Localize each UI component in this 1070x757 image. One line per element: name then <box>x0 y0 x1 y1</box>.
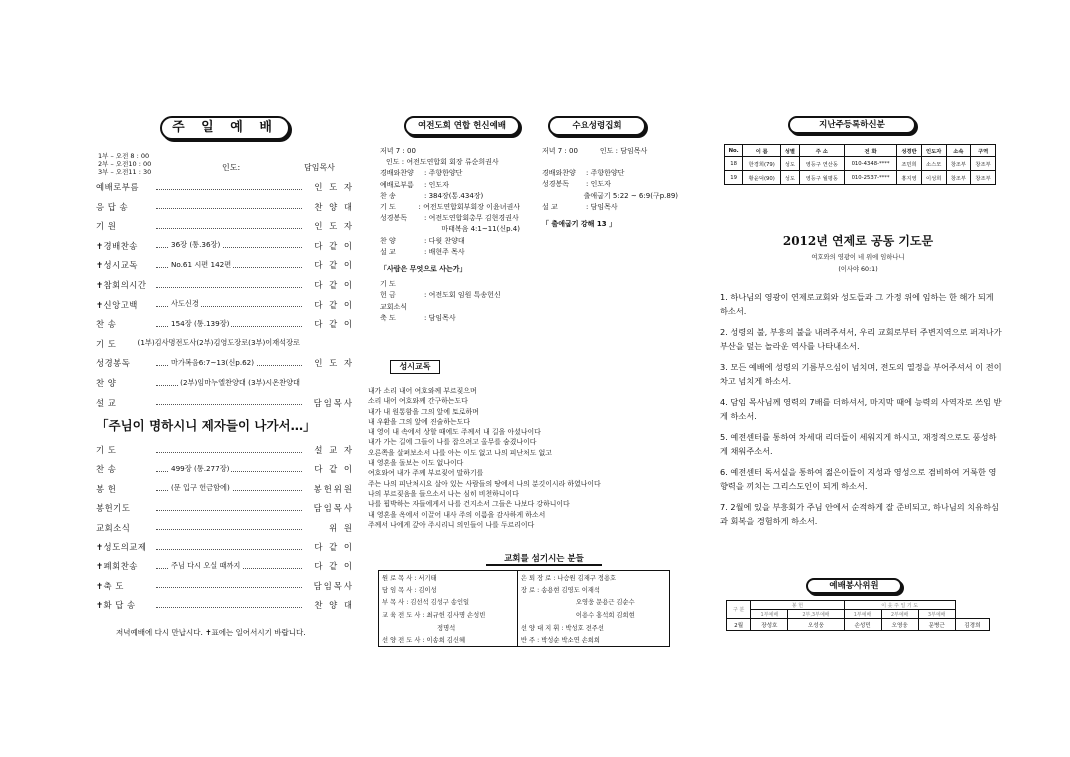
duty-subheader-cell: 1부예배 <box>751 610 788 619</box>
duty-cell: 오영웅 <box>881 619 918 631</box>
order-detail: 주님 다시 오실 때까지 <box>171 560 241 570</box>
duty-cell: 김경희 <box>955 619 989 631</box>
order-leader: 다 같 이 <box>314 464 354 475</box>
service-order-value: : 여전도연합회부회장 이윤녀권사 <box>418 203 520 212</box>
duty-cell: 손성민 <box>844 619 881 631</box>
order-leader-dots <box>156 603 302 608</box>
order-leader: 인 도 자 <box>314 221 354 232</box>
news-cell: 황윤덕(90) <box>743 171 781 185</box>
order-leader-dots <box>156 224 302 229</box>
service-order-value: 마태복음 4:1~11(신p.4) <box>441 225 520 234</box>
servants-row <box>379 596 670 609</box>
order-label: ✝화 답 송 <box>96 600 136 611</box>
duty-cell: 문병근 <box>918 619 955 631</box>
order-leader: 다 같 이 <box>314 561 354 572</box>
service-order-row <box>380 168 520 179</box>
order-detail: (2부)임마누엘찬양대 (3부)시온찬양대 <box>180 377 300 387</box>
order-row <box>96 482 354 496</box>
thu-sermon-title: 「 출애굽기 강해 13 」 <box>542 220 617 229</box>
order-row <box>96 598 354 612</box>
service-order-label: 기 도 <box>380 280 396 289</box>
service-order-label: 헌 금 <box>380 291 396 300</box>
order-label: 봉헌기도 <box>96 503 131 514</box>
news-prayer-section <box>718 0 1002 757</box>
presider-value: 담임목사 <box>304 163 335 172</box>
order-leader-dots <box>156 259 302 269</box>
prayer-item: 3. 모든 예배에 성령의 기름부으심이 넘치며, 전도의 열정을 부어주셔서 이 전이 차고 넘치게 하소서. <box>720 362 1002 386</box>
order-row <box>96 396 354 410</box>
service-order-label: 설 교 <box>380 247 396 256</box>
servants-cell: 교 육 전 도 사 : 최규헌 김사명 손성빈 <box>382 612 486 620</box>
news-header-cell: 성경반 <box>897 145 922 157</box>
prayer-item: 7. 2월에 있을 부흥회가 주님 안에서 순적하게 잘 준비되고, 하나님의 치유하심과 회복을 경험하게 하소서. <box>720 502 999 526</box>
sermon-title: 「주님이 명하시니 제자들이 나가서…」 <box>96 418 316 433</box>
meditation-line: 오른쪽을 살펴보소서 나를 아는 이도 없고 나의 피난처도 없고 <box>368 448 552 457</box>
order-leader: 담임목사 <box>313 397 354 408</box>
order-label: 찬 송 <box>96 319 117 330</box>
prayer-item: 2. 성령의 불, 부흥의 불을 내려주셔서, 우리 교회로부터 주변지역으로 퍼져나가 부산을 덮는 놀라운 역사를 나타내소서. <box>720 327 1002 351</box>
thu-service-title-text: 수요성령집회 <box>572 121 622 131</box>
service-order-label: 기 도 <box>380 203 396 212</box>
prayer-reference: (이사야 60:1) <box>838 266 878 273</box>
order-row <box>96 540 354 554</box>
service-order-row <box>542 168 678 179</box>
news-cell: 영등구 월평동 <box>799 171 844 185</box>
order-row <box>96 200 354 214</box>
thu-service-title <box>548 116 646 136</box>
time-3: 3부 – 오전11 : 30 <box>98 168 152 176</box>
order-leader-dots <box>156 185 302 190</box>
order-label: 찬 양 <box>96 378 117 388</box>
order-row <box>96 278 354 292</box>
order-row <box>96 579 354 593</box>
order-leader: 인 도 자 <box>314 358 354 369</box>
order-row <box>96 443 354 457</box>
servants-cell: 오영웅 문용근 김순수 <box>517 596 669 609</box>
service-order-row <box>380 313 520 324</box>
order-label: ✝축 도 <box>96 580 124 591</box>
order-label: 예배로부름 <box>96 182 139 192</box>
order-row <box>96 239 354 253</box>
service-order-value: : 배현주 목사 <box>424 247 465 256</box>
service-order-value: : 주향한양단 <box>586 169 625 178</box>
thu-service-order <box>542 146 678 230</box>
order-leader-dots <box>156 463 302 473</box>
order-leader: 위 원 <box>329 522 354 533</box>
news-cell: 홍지영 <box>897 171 922 185</box>
service-order-row <box>380 236 520 247</box>
service-order-value: : 담임목사 <box>424 313 456 322</box>
news-cell: 소스모 <box>921 157 946 171</box>
order-row <box>96 462 354 476</box>
order-row <box>96 337 354 351</box>
prayer-item: 1. 하나님의 영광이 연제로교회와 성도들과 그 가정 위에 임하는 한 해가 되게 하소서. <box>720 292 994 316</box>
duty-row <box>727 619 990 631</box>
news-cell: 한경희(79) <box>743 157 781 171</box>
meditation-line: 주는 나의 피난처시요 살아 있는 사람들의 땅에서 나의 분깃이시라 하였나이다 <box>368 479 601 488</box>
time-1: 1부 – 오전 8 : 00 <box>98 152 150 160</box>
order-row <box>96 298 354 312</box>
service-order-value: : 담임목사 <box>586 202 618 211</box>
news-cell: 창조부 <box>946 171 971 185</box>
meditation-line: 내가 내 원통함을 그의 앞에 토로하며 <box>368 407 479 416</box>
order-leader: 다 같 이 <box>314 280 354 290</box>
meditation-title-text: 성시교독 <box>399 362 431 371</box>
duty-subheader-cell: 2부,3부예배 <box>788 610 844 619</box>
order-label: 찬 송 <box>96 464 117 475</box>
news-header-cell: 소속 <box>946 145 971 157</box>
wed-sermon-title: 「사람은 무엇으로 사는가」 <box>380 265 467 274</box>
prayer-subtitle: 여호와의 영광이 네 위에 임하나니 <box>811 254 905 261</box>
order-detail: 마가복음6:7~13(신p.62) <box>171 357 255 367</box>
order-detail: (문 입구 헌금함에) <box>171 483 230 493</box>
news-header-cell: 주 소 <box>799 145 844 157</box>
order-leader: 다 같 이 <box>314 319 354 330</box>
meditation-line: 소리 내어 여호와께 간구하는도다 <box>368 397 468 406</box>
meditation-line: 여호와여 내가 주께 부르짖어 말하기를 <box>368 469 484 478</box>
news-row <box>725 171 996 185</box>
wed-service-title-text: 여전도회 연합 헌신예배 <box>417 121 507 131</box>
service-order-row <box>380 191 520 202</box>
service-order-value: : 여전도연합회총무 김현경권사 <box>424 214 519 223</box>
prayer-item: 6. 예전센터 독서실을 통하여 젊은이들이 지성과 영성으로 겸비하여 거룩한 영향력을 끼치는 그리스도인이 되게 하소서. <box>720 467 997 491</box>
news-cell: 창조부 <box>971 157 996 171</box>
order-leader: 다 같 이 <box>314 299 354 310</box>
order-row <box>96 501 354 515</box>
order-leader-dots <box>156 240 302 250</box>
duty-subheader-row <box>727 610 990 619</box>
service-order-row <box>380 180 520 191</box>
news-header-row <box>725 145 996 157</box>
sunday-service-title <box>160 116 290 140</box>
news-cell: 성도 <box>781 157 799 171</box>
service-order-row <box>380 290 520 301</box>
service-order-label: 찬 송 <box>380 191 396 200</box>
presider-label: 인도: <box>222 163 241 172</box>
midweek-section <box>368 0 678 757</box>
order-leader: 담임목사 <box>313 580 354 591</box>
prayer-item: 5. 예전센터를 통하여 차세대 리더들이 세워지게 하시고, 재정적으로도 풍성하게 채워주소서. <box>720 432 997 456</box>
order-row <box>96 356 354 370</box>
order-row <box>96 317 354 331</box>
order-row <box>96 559 354 573</box>
duty-subheader-cell: 1부예배 <box>844 610 881 619</box>
order-label: ✝성시교독 <box>96 260 138 271</box>
meditation-line: 내가 소리 내어 여호와께 부르짖으며 <box>368 387 477 395</box>
service-times <box>98 152 151 176</box>
meditation-line: 내 영혼을 옥에서 이끌어 내사 주의 이름을 감사하게 하소서 <box>368 510 546 519</box>
order-leader-dots <box>156 318 302 328</box>
meditation-line: 주께서 나에게 갚아 주시리니 의인들이 나를 두르리이다 <box>368 520 535 529</box>
servants-row <box>379 608 670 621</box>
service-order-label: 예배로부름 <box>380 180 414 189</box>
service-order-value: : 384장(통.434장) <box>424 191 484 200</box>
news-cell: 18 <box>725 157 743 171</box>
time-2: 2부 – 오전10 : 00 <box>98 160 152 168</box>
order-leader-dots <box>156 483 302 493</box>
servants-cell: 반 주 : 박성순 박소연 손희희 <box>517 633 669 646</box>
duty-subheader-cell: 2부예배 <box>881 610 918 619</box>
service-order-row <box>542 202 678 213</box>
servants-table <box>378 570 670 647</box>
order-detail: 36장 (통.36장) <box>171 240 221 250</box>
order-leader-dots <box>156 583 302 588</box>
order-label: 봉 헌 <box>96 483 117 494</box>
duty-title-text: 예배봉사위원 <box>829 581 879 591</box>
news-header-cell: 인도자 <box>921 145 946 157</box>
servants-title: 교회를 섬기시는 분들 <box>486 552 602 566</box>
servants-cell: 담 임 목 사 : 김이성 <box>382 586 437 594</box>
order-leader: 다 같 이 <box>314 542 354 552</box>
news-cell: 조민희 <box>897 157 922 171</box>
wed-service-order <box>380 146 520 324</box>
duty-cell: 2월 <box>727 619 751 631</box>
thu-time: 저녁 7 : 00 <box>542 147 578 155</box>
order-row <box>96 521 354 535</box>
order-label: 성경봉독 <box>96 358 131 369</box>
service-order-value: : 주향한양단 <box>424 169 463 178</box>
sunday-service-title-text: 주 일 예 배 <box>172 120 278 135</box>
order-leader-dots <box>137 338 302 348</box>
news-header-cell: 구역 <box>971 145 996 157</box>
order-leader: 설 교 자 <box>314 445 354 455</box>
wed-time: 저녁 7 : 00 <box>380 147 416 155</box>
news-cell: 창조부 <box>971 171 996 185</box>
news-cell: 이성희 <box>921 171 946 185</box>
order-leader: 봉헌위원 <box>313 483 354 494</box>
servants-row <box>379 633 670 646</box>
order-leader-dots <box>156 545 302 550</box>
meditation-text <box>368 386 601 530</box>
duty-cell: 장성호 <box>751 619 788 631</box>
service-order-value: 출애굽기 5:22 ~ 6:9(구p.89) <box>583 191 678 200</box>
order-row <box>96 258 354 272</box>
news-cell: 성도 <box>781 171 799 185</box>
duty-table <box>726 600 990 631</box>
wed-service-title <box>404 116 520 136</box>
new-members-title-text: 지난주등록하신분 <box>819 120 885 130</box>
order-leader: 다 같 이 <box>314 240 354 251</box>
order-label: 기 도 <box>96 445 117 455</box>
news-cell: 창조부 <box>946 157 971 171</box>
prayer-item: 4. 담임 목사님께 영력의 7배를 더하셔서, 마지막 때에 능력의 사역자로 쓰임 받게 하소서. <box>720 397 1002 421</box>
order-leader: 인 도 자 <box>314 182 354 192</box>
servants-cell: 장 로 : 송용현 김영도 이재석 <box>517 583 669 596</box>
duty-header-cell: 구 분 <box>727 601 751 619</box>
order-leader-dots <box>156 377 302 387</box>
order-label: ✝성도의교제 <box>96 542 147 552</box>
service-order-row <box>380 202 520 213</box>
order-leader-dots <box>156 299 302 309</box>
servants-cell: 부 목 사 : 김선석 김성구 송인일 <box>382 599 470 607</box>
news-cell: 19 <box>725 171 743 185</box>
news-header-cell: 전 화 <box>844 145 896 157</box>
order-leader-dots <box>156 506 302 511</box>
news-cell: 010-4348-**** <box>844 157 896 171</box>
duty-title <box>806 578 902 594</box>
meditation-line: 내 영혼을 돌보는 이도 없나이다 <box>368 459 464 468</box>
news-cell: 010-2537-**** <box>844 171 896 185</box>
order-leader-dots <box>156 400 302 405</box>
service-order-value: : 여전도회 임원 특송헌신 <box>424 291 501 300</box>
servants-row <box>379 571 670 584</box>
news-header-cell: 성별 <box>781 145 799 157</box>
order-label: 기 원 <box>96 221 117 232</box>
order-leader-dots <box>156 357 302 367</box>
order-label: ✝폐회찬송 <box>96 561 138 572</box>
duty-subheader-cell: 3부예배 <box>918 610 955 619</box>
news-header-cell: 이 름 <box>743 145 781 157</box>
service-order-value: : 인도자 <box>586 180 611 189</box>
service-order-label: 찬 양 <box>380 236 396 245</box>
servants-cell: 정명석 <box>437 624 456 632</box>
meditation-line: 나를 핍박하는 자들에게서 나를 건지소서 그들은 나보다 강하니이다 <box>368 500 570 509</box>
duty-header-cell: 봉 헌 <box>751 601 844 610</box>
service-order-label: 경배와찬양 <box>380 169 414 178</box>
service-order-row <box>380 279 520 290</box>
order-detail: 499장 (통.277장) <box>171 463 230 473</box>
order-leader-dots <box>156 448 302 453</box>
servants-cell: 이용수 홍석희 김희현 <box>517 608 669 621</box>
service-order-label <box>380 224 411 235</box>
service-order-label: 축 도 <box>380 313 396 322</box>
order-leader: 담임목사 <box>313 503 354 514</box>
order-label: ✝경배찬송 <box>96 240 138 251</box>
service-order-row <box>542 191 678 202</box>
order-detail: (1부)김사명전도사(2부)김영도장로(3부)이재석장로 <box>137 338 300 348</box>
servants-cell: 선 양 대 지 휘 : 박성호 전주선 <box>517 621 669 634</box>
news-cell: 영등구 연산동 <box>799 157 844 171</box>
servants-cell: 선 양 전 도 사 : 이송희 김신혜 <box>382 637 466 645</box>
sunday-service-section <box>96 0 354 757</box>
order-label: 기 도 <box>96 338 117 349</box>
service-order-label: 경배와찬양 <box>542 169 576 178</box>
wed-lead: 인도 : 여전도연합회 회장 류순희권사 <box>386 158 499 167</box>
thu-lead: 인도 : 담임목사 <box>599 147 648 155</box>
order-leader: 찬 양 대 <box>314 600 354 611</box>
order-label: ✝참회의시간 <box>96 280 147 290</box>
service-order-row <box>380 247 520 258</box>
order-label: 교회소식 <box>96 522 131 533</box>
service-order-row <box>380 302 520 313</box>
order-row <box>96 219 354 233</box>
meditation-line: 나의 부르짖음을 들으소서 나는 심히 비천하니이다 <box>368 489 519 498</box>
order-detail: 154장 (통.139장) <box>171 318 230 328</box>
meditation-line: 내 영이 내 속에서 상할 때에도 주께서 내 길을 아셨나이다 <box>368 428 541 437</box>
order-leader: 다 같 이 <box>314 260 354 271</box>
service-order-row <box>380 213 520 224</box>
order-row <box>96 180 354 194</box>
duty-header-row <box>727 601 990 610</box>
order-label: 설 교 <box>96 397 117 408</box>
order-leader-dots <box>156 283 302 288</box>
servants-cell: 원 로 목 사 : 서기태 <box>382 574 437 582</box>
service-order-value: : 다윗 찬양대 <box>424 236 465 245</box>
order-leader-dots <box>156 560 302 570</box>
duty-header-cell: 이 웃 주 일 기 도 <box>844 601 955 610</box>
order-leader: 찬 양 대 <box>314 201 354 212</box>
meditation-title <box>390 360 440 374</box>
prayer-list <box>720 290 1002 535</box>
service-order-row <box>542 179 678 190</box>
order-leader-dots <box>156 525 302 530</box>
service-order-label: 성경봉독 <box>542 180 570 189</box>
duty-cell: 오성웅 <box>788 619 844 631</box>
order-detail: 사도신경 <box>171 299 199 309</box>
order-leader-dots <box>156 204 302 209</box>
service-order-label: 성경봉독 <box>380 214 408 223</box>
new-members-title <box>788 116 916 134</box>
servants-row <box>379 583 670 596</box>
bottom-note: 저녁예배에 다시 만납시다. ✝표에는 일어서시기 바랍니다. <box>116 628 306 637</box>
service-order-label <box>542 191 554 202</box>
news-row <box>725 157 996 171</box>
news-header-cell: No. <box>725 145 743 157</box>
meditation-line: 내가 가는 길에 그들이 나를 잡으려고 올무를 숨겼나이다 <box>368 438 537 447</box>
order-label: 응 답 송 <box>96 201 129 212</box>
servants-row <box>379 621 670 634</box>
prayer-title: 2012년 연제로 공동 기도문 <box>782 234 934 248</box>
meditation-line: 내 우환을 그의 앞에 진술하는도다 <box>368 417 470 426</box>
new-members-table <box>724 144 996 185</box>
service-order-label: 설 교 <box>542 202 558 211</box>
order-label: ✝신앙고백 <box>96 299 138 310</box>
service-order-row <box>380 224 520 235</box>
servants-cell: 은 퇴 장 로 : 나승원 김재구 정용호 <box>517 571 669 584</box>
order-detail: No.61 시편 142편 <box>171 259 232 269</box>
service-order-label: 교회소식 <box>380 302 408 311</box>
order-row <box>96 376 354 390</box>
service-order-value: : 인도자 <box>424 180 449 189</box>
